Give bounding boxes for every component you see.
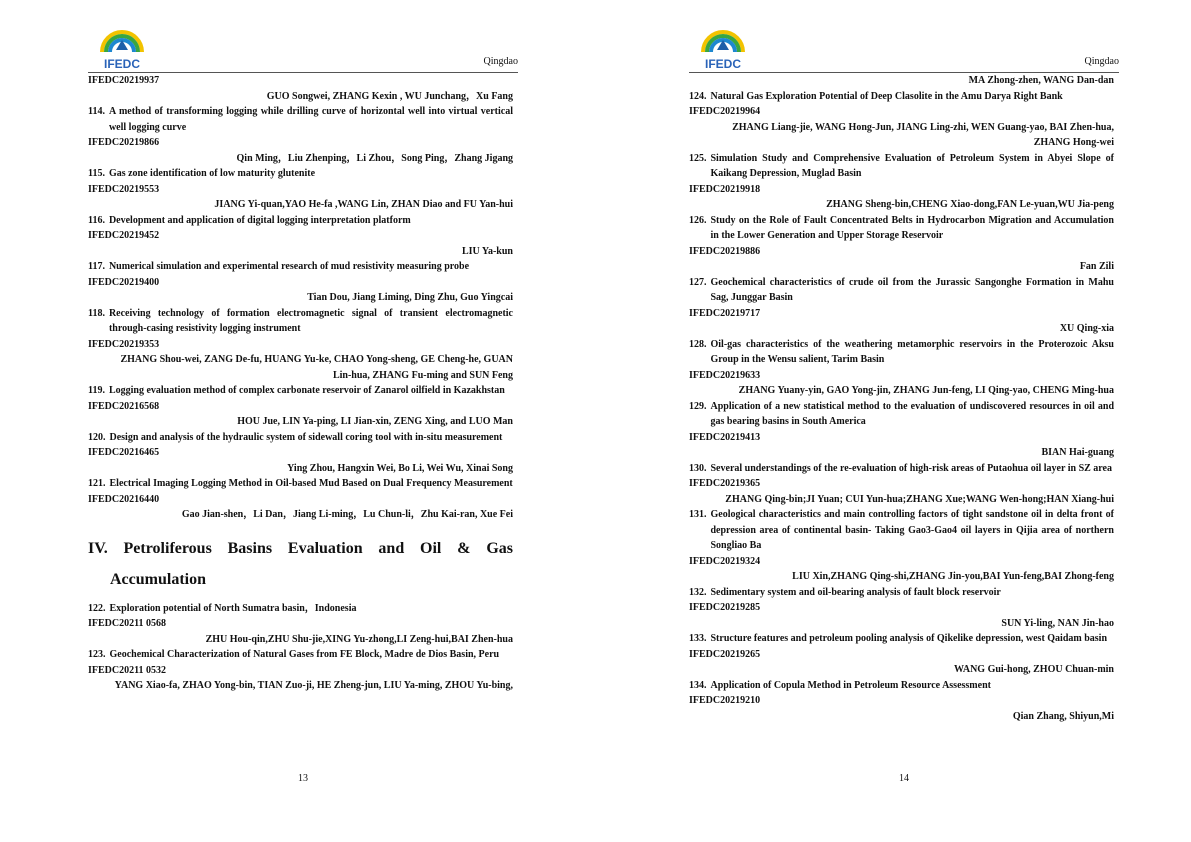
paper-number: 129. bbox=[689, 400, 707, 412]
paper-title-row bbox=[689, 461, 1114, 477]
paper-number: 117. bbox=[88, 261, 105, 272]
paper-authors: HOU Jue, LIN Ya-ping, LI Jian-xin, ZENG Xing, and LUO Man bbox=[237, 416, 513, 427]
paper-title-row bbox=[689, 213, 1114, 244]
paper-entry bbox=[689, 399, 1114, 461]
paper-title: Natural Gas Exploration Potential of Deep Clasolite in the Amu Darya Right Bank bbox=[710, 90, 1063, 102]
paper-number: 123. bbox=[88, 649, 106, 660]
paper-code: IFEDC20216465 bbox=[88, 447, 160, 458]
paper-title-row bbox=[88, 166, 513, 182]
paper-authors: Fan Zili bbox=[1079, 261, 1114, 272]
paper-authors: MA Zhong-zhen, WANG Dan-dan bbox=[968, 75, 1114, 86]
paper-number: 124. bbox=[689, 90, 707, 102]
paper-entry bbox=[689, 337, 1114, 399]
header-city: Qingdao bbox=[483, 56, 518, 67]
right-content bbox=[689, 73, 1114, 724]
paper-title: Study on the Role of Fault Concentrated Belts in Hydrocarbon Migration and Accumulation in the Lower Generation and Upper Storage Reservoir bbox=[710, 214, 1114, 241]
paper-number: 130. bbox=[689, 462, 707, 474]
paper-title-row bbox=[689, 151, 1114, 182]
paper-title: Structure features and petroleum pooling analysis of Qikelike depression, west Qaidam basin bbox=[710, 633, 1108, 644]
logo-wordmark: IFEDC bbox=[705, 57, 741, 71]
ifedc-logo-icon bbox=[695, 18, 751, 74]
paper-number: 132. bbox=[689, 586, 707, 598]
paper-title-row bbox=[689, 678, 1114, 694]
paper-code: IFEDC20219886 bbox=[689, 245, 761, 257]
paper-code: IFEDC20219717 bbox=[689, 307, 761, 319]
paper-title: Numerical simulation and experimental research of mud resistivity measuring probe bbox=[108, 261, 470, 272]
paper-title-row bbox=[88, 430, 513, 446]
paper-entry bbox=[88, 647, 513, 694]
paper-title: Application of Copula Method in Petroleum Resource Assessment bbox=[710, 679, 991, 691]
paper-title: Sedimentary system and oil-bearing analysis of fault block reservoir bbox=[710, 586, 1001, 598]
logo-wordmark: IFEDC bbox=[104, 57, 140, 71]
paper-authors: ZHANG Yuany-yin, GAO Yong-jin, ZHANG Jun-feng, LI Qing-yao, CHENG Ming-hua bbox=[738, 385, 1114, 396]
paper-number: 126. bbox=[689, 214, 707, 226]
paper-code: IFEDC20219964 bbox=[689, 106, 761, 117]
paper-number: 120. bbox=[88, 431, 106, 443]
paper-title: Receiving technology of formation electromagnetic signal of transient electromagnetic through-casing resistivity logging instrument bbox=[108, 307, 513, 334]
paper-authors: Tian Dou, Jiang Liming, Ding Zhu, Guo Yingcai bbox=[307, 292, 513, 303]
paper-code: IFEDC20219210 bbox=[689, 695, 761, 706]
paper-authors: SUN Yi-ling, NAN Jin-hao bbox=[1001, 617, 1114, 629]
paper-code: IFEDC20216568 bbox=[88, 400, 160, 412]
paper-entry bbox=[689, 275, 1114, 337]
paper-code: IFEDC20219918 bbox=[689, 183, 761, 195]
paper-number: 121. bbox=[88, 478, 106, 489]
paper-title-row bbox=[88, 306, 513, 337]
section-heading-line1: IV. Petroliferous Basins Evaluation and Oil & Gas bbox=[88, 539, 513, 557]
paper-authors: LIU Xin,ZHANG Qing-shi,ZHANG Jin-you,BAI Yun-feng,BAI Zhong-feng bbox=[792, 571, 1114, 582]
paper-code: IFEDC20219285 bbox=[689, 602, 761, 613]
paper-entry bbox=[689, 507, 1114, 585]
paper-number: 125. bbox=[689, 152, 707, 164]
paper-entry bbox=[88, 104, 513, 166]
paper-entry bbox=[689, 461, 1114, 508]
paper-number: 122. bbox=[88, 602, 106, 614]
paper-number: 134. bbox=[689, 679, 707, 691]
paper-title: Application of a new statistical method to the evaluation of undiscovered resources in oil and gas bearing basins in South America bbox=[710, 400, 1114, 427]
paper-title: Simulation Study and Comprehensive Evaluation of Petroleum System in Abyei Slope of Kaikang Depression, Muglad Basin bbox=[710, 152, 1114, 179]
paper-title-row bbox=[689, 89, 1114, 105]
paper-entry bbox=[689, 678, 1114, 725]
paper-title-row bbox=[689, 275, 1114, 306]
paper-authors: ZHANG Liang-jie, WANG Hong-Jun, JIANG Ling-zhi, WEN Guang-yao, BAI Zhen-hua, bbox=[732, 121, 1114, 133]
paper-entry bbox=[88, 476, 513, 523]
paper-title-row bbox=[689, 337, 1114, 368]
paper-title: Several understandings of the re-evaluation of high-risk areas of Putaohua oil layer in SZ area bbox=[710, 462, 1112, 474]
paper-authors: YANG Xiao-fa, ZHAO Yong-bin, TIAN Zuo-ji, HE Zheng-jun, LIU Ya-ming, ZHOU Yu-bing, bbox=[114, 680, 513, 691]
paper-title-row bbox=[88, 383, 513, 399]
paper-title: Geological characteristics and main controlling factors of tight sandstone oil in delta front of depression area of continental basin- Taking Gao3-Gao4 oil layers in Qijia area of northern Songliao Ba bbox=[710, 509, 1114, 551]
paper-entry bbox=[88, 383, 513, 430]
paper-authors: ZHU Hou-qin,ZHU Shu-jie,XING Yu-zhong,LI Zeng-hui,BAI Zhen-hua bbox=[205, 633, 513, 645]
paper-code: IFEDC20219937 bbox=[88, 75, 160, 86]
paper-number: 118. bbox=[88, 307, 105, 319]
paper-number: 128. bbox=[689, 338, 707, 350]
paper-authors: ZHANG Hong-wei bbox=[1033, 137, 1114, 148]
paper-title: Development and application of digital logging interpretation platform bbox=[108, 214, 411, 226]
paper-title: Exploration potential of North Sumatra basin，Indonesia bbox=[109, 602, 357, 614]
paper-code: IFEDC20219400 bbox=[88, 276, 160, 288]
paper-title-row bbox=[88, 104, 513, 135]
paper-number: 114. bbox=[88, 106, 105, 117]
paper-number: 133. bbox=[689, 633, 707, 644]
left-content bbox=[88, 73, 513, 694]
paper-authors: WANG Gui-hong, ZHOU Chuan-min bbox=[953, 664, 1114, 675]
paper-title: Electrical Imaging Logging Method in Oil-based Mud Based on Dual Frequency Measurement bbox=[109, 478, 513, 489]
paper-title: Geochemical Characterization of Natural Gases from FE Block, Madre de Dios Basin, Peru bbox=[109, 649, 500, 660]
paper-title-row bbox=[689, 585, 1114, 601]
paper-code: IFEDC20211 0568 bbox=[88, 618, 167, 629]
paper-authors: GUO Songwei, ZHANG Kexin , WU Junchang，Xu Fang bbox=[266, 90, 513, 102]
paper-authors: BIAN Hai-guang bbox=[1041, 447, 1114, 458]
paper-entry bbox=[689, 89, 1114, 151]
paper-title: Oil-gas characteristics of the weathering metamorphic reservoirs in the Proterozoic Aksu Group in the Wensu salient, Tarim Basin bbox=[710, 338, 1114, 365]
paper-code: IFEDC20219866 bbox=[88, 137, 160, 148]
paper-entry bbox=[88, 259, 513, 306]
paper-code: IFEDC20219365 bbox=[689, 478, 761, 489]
paper-entry bbox=[689, 213, 1114, 275]
paper-number: 115. bbox=[88, 168, 105, 179]
paper-authors: JIANG Yi-quan,YAO He-fa ,WANG Lin, ZHAN Diao and FU Yan-hui bbox=[214, 199, 513, 210]
paper-title-row bbox=[88, 476, 513, 492]
paper-entry bbox=[88, 601, 513, 648]
paper-number: 119. bbox=[88, 385, 105, 396]
paper-entry bbox=[88, 306, 513, 384]
paper-title: A method of transforming logging while drilling curve of horizontal well into virtual vertical well logging curve bbox=[108, 106, 513, 133]
paper-number: 127. bbox=[689, 276, 707, 288]
paper-authors: LIU Ya-kun bbox=[461, 245, 513, 257]
paper-entry bbox=[88, 213, 513, 260]
paper-authors: XU Qing-xia bbox=[1059, 323, 1114, 334]
paper-code: IFEDC20219324 bbox=[689, 555, 761, 567]
paper-code: IFEDC20219452 bbox=[88, 230, 160, 241]
paper-entry bbox=[689, 151, 1114, 213]
header-city: Qingdao bbox=[1084, 56, 1119, 67]
left-page bbox=[88, 0, 518, 842]
paper-entry bbox=[689, 585, 1114, 632]
paper-title: Design and analysis of the hydraulic system of sidewall coring tool with in-situ measurement bbox=[109, 431, 503, 443]
paper-code: IFEDC20216440 bbox=[88, 493, 160, 505]
paper-title: Gas zone identification of low maturity glutenite bbox=[108, 168, 316, 179]
paper-title-row bbox=[689, 631, 1114, 647]
paper-title-row bbox=[88, 259, 513, 275]
paper-authors: Qian Zhang, Shiyun,Mi bbox=[1012, 710, 1114, 722]
paper-title: Geochemical characteristics of crude oil from the Jurassic Sangonghe Formation in Mahu Sag, Junggar Basin bbox=[710, 276, 1114, 303]
paper-title-row bbox=[689, 399, 1114, 430]
page-number: 14 bbox=[899, 773, 909, 784]
paper-number: 131. bbox=[689, 509, 707, 520]
page-number: 13 bbox=[298, 773, 308, 784]
paper-code: IFEDC20219633 bbox=[689, 369, 761, 381]
paper-authors: ZHANG Shou-wei, ZANG De-fu, HUANG Yu-ke, CHAO Yong-sheng, GE Cheng-he, GUAN bbox=[120, 354, 513, 365]
paper-entry bbox=[88, 430, 513, 477]
ifedc-logo-icon bbox=[94, 18, 150, 74]
paper-authors: Lin-hua, ZHANG Fu-ming and SUN Feng bbox=[332, 369, 513, 381]
paper-title-row bbox=[88, 647, 513, 663]
right-page bbox=[689, 0, 1119, 842]
paper-title-row bbox=[88, 213, 513, 229]
paper-authors: ZHANG Qing-bin;JI Yuan; CUI Yun-hua;ZHANG Xue;WANG Wen-hong;HAN Xiang-hui bbox=[725, 493, 1114, 505]
paper-number: 116. bbox=[88, 214, 105, 226]
paper-code: IFEDC20219353 bbox=[88, 338, 160, 350]
section-heading bbox=[88, 533, 513, 595]
paper-title-row bbox=[88, 601, 513, 617]
paper-code: IFEDC20219553 bbox=[88, 183, 160, 195]
paper-title: Logging evaluation method of complex carbonate reservoir of Zanarol oilfield in Kazakhstan bbox=[108, 385, 505, 396]
paper-code: IFEDC20211 0532 bbox=[88, 664, 167, 676]
paper-code: IFEDC20219413 bbox=[689, 431, 761, 443]
paper-authors: ZHANG Sheng-bin,CHENG Xiao-dong,FAN Le-yuan,WU Jia-peng bbox=[826, 199, 1114, 210]
paper-entry bbox=[689, 631, 1114, 678]
paper-entry bbox=[88, 166, 513, 213]
paper-authors: Gao Jian-shen，Li Dan，Jiang Li-ming，Lu Chun-li，Zhu Kai-ran, Xue Fei bbox=[181, 509, 513, 520]
section-heading-line2: Accumulation bbox=[110, 570, 206, 588]
paper-code: IFEDC20219265 bbox=[689, 648, 761, 660]
paper-authors: Qin Ming，Liu Zhenping，Li Zhou，Song Ping，Zhang Jigang bbox=[236, 152, 513, 164]
paper-title-row bbox=[689, 507, 1114, 554]
paper-authors: Ying Zhou, Hangxin Wei, Bo Li, Wei Wu, Xinai Song bbox=[287, 462, 513, 474]
